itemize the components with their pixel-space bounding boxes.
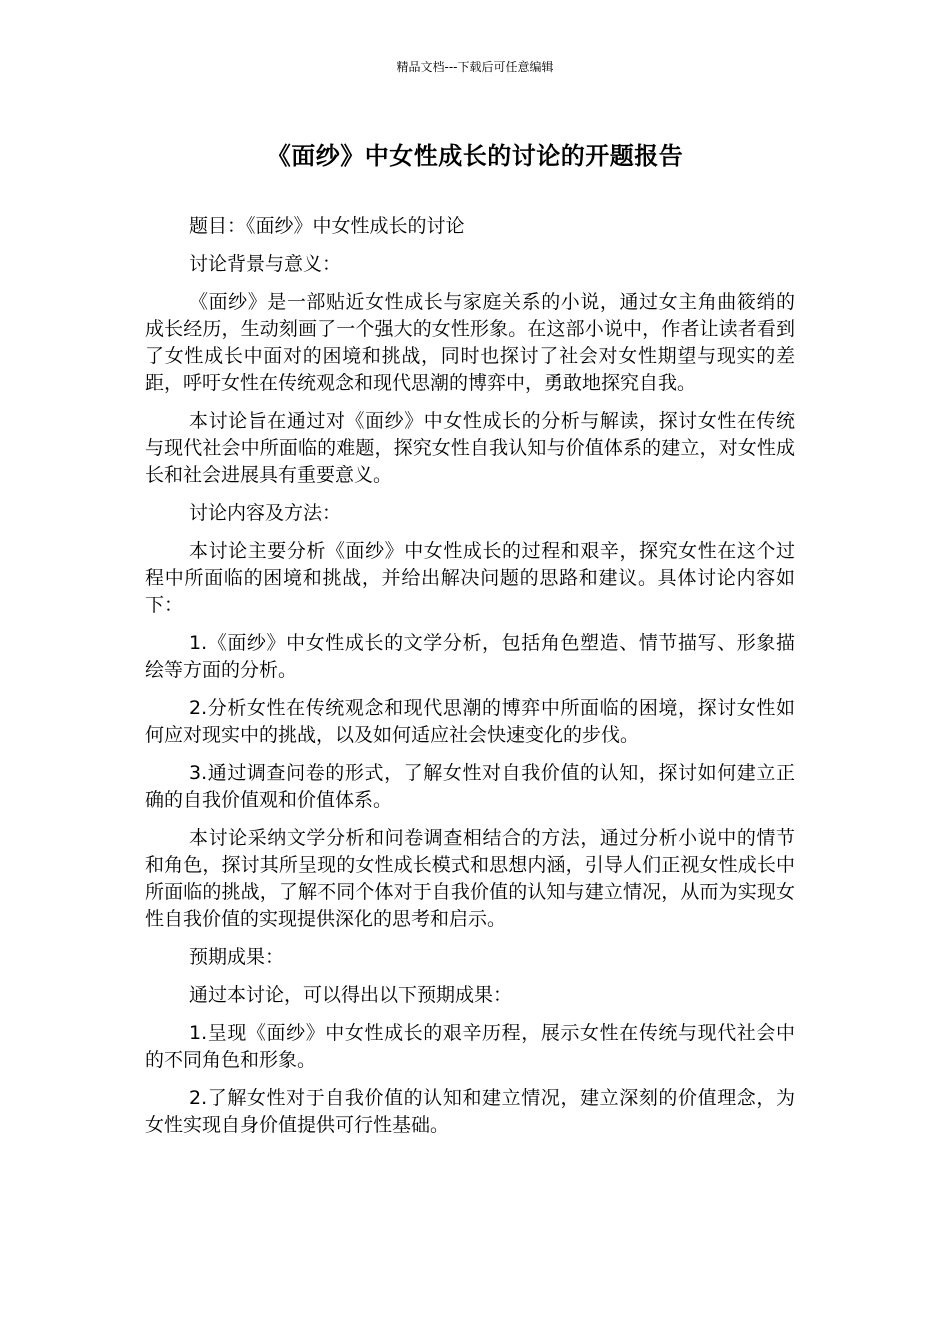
header-note: 精品文档---下载后可任意编辑 <box>396 60 554 74</box>
list-item-content-3: 3.通过调查问卷的形式，了解女性对自我价值的认知，探讨如何建立正确的自我价值观和价值体系。 <box>145 762 795 811</box>
list-item-result-2: 2.了解女性对于自我价值的认知和建立情况，建立深刻的价值理念，为女性实现自身价值提供可行性基础。 <box>145 1087 795 1136</box>
document-body <box>145 213 795 1150</box>
paragraph-purpose: 本讨论旨在通过对《面纱》中女性成长的分析与解读，探讨女性在传统与现代社会中所面临的难题，探究女性自我认知与价值体系的建立，对女性成长和社会进展具有重要意义。 <box>145 410 795 486</box>
list-item-content-2: 2.分析女性在传统观念和现代思潮的博弈中所面临的困境，探讨女性如何应对现实中的挑战，以及如何适应社会快速变化的步伐。 <box>145 697 795 746</box>
paragraph-topic: 题目：《面纱》中女性成长的讨论 <box>189 215 465 237</box>
list-item-content-1: 1.《面纱》中女性成长的文学分析，包括角色塑造、情节描写、形象描绘等方面的分析。 <box>145 632 795 681</box>
paragraph-background: 《面纱》是一部贴近女性成长与家庭关系的小说，通过女主角曲筱绡的成长经历，生动刻画了一个强大的女性形象。在这部小说中，作者让读者看到了女性成长中面对的困境和挑战，同时也探讨了社会对女性期望与现实的差距，呼吁女性在传统观念和现代思潮的博弈中，勇敢地探究自我。 <box>145 291 795 394</box>
heading-content-method: 讨论内容及方法： <box>189 502 342 524</box>
heading-background: 讨论背景与意义： <box>189 253 342 275</box>
heading-expected-results: 预期成果： <box>189 946 285 968</box>
list-item-result-1: 1.呈现《面纱》中女性成长的艰辛历程，展示女性在传统与现代社会中的不同角色和形象。 <box>145 1022 795 1071</box>
document-title: 《面纱》中女性成长的讨论的开题报告 <box>266 142 684 170</box>
paragraph-method: 本讨论采纳文学分析和问卷调查相结合的方法，通过分析小说中的情节和角色，探讨其所呈现的女性成长模式和思想内涵，引导人们正视女性成长中所面临的挑战，了解不同个体对于自我价值的认知与建立情况，从而为实现女性自我价值的实现提供深化的思考和启示。 <box>145 827 795 930</box>
paragraph-results-intro: 通过本讨论，可以得出以下预期成果： <box>189 984 513 1006</box>
paragraph-content-intro: 本讨论主要分析《面纱》中女性成长的过程和艰辛，探究女性在这个过程中所面临的困境和挑战，并给出解决问题的思路和建议。具体讨论内容如下： <box>145 540 795 616</box>
